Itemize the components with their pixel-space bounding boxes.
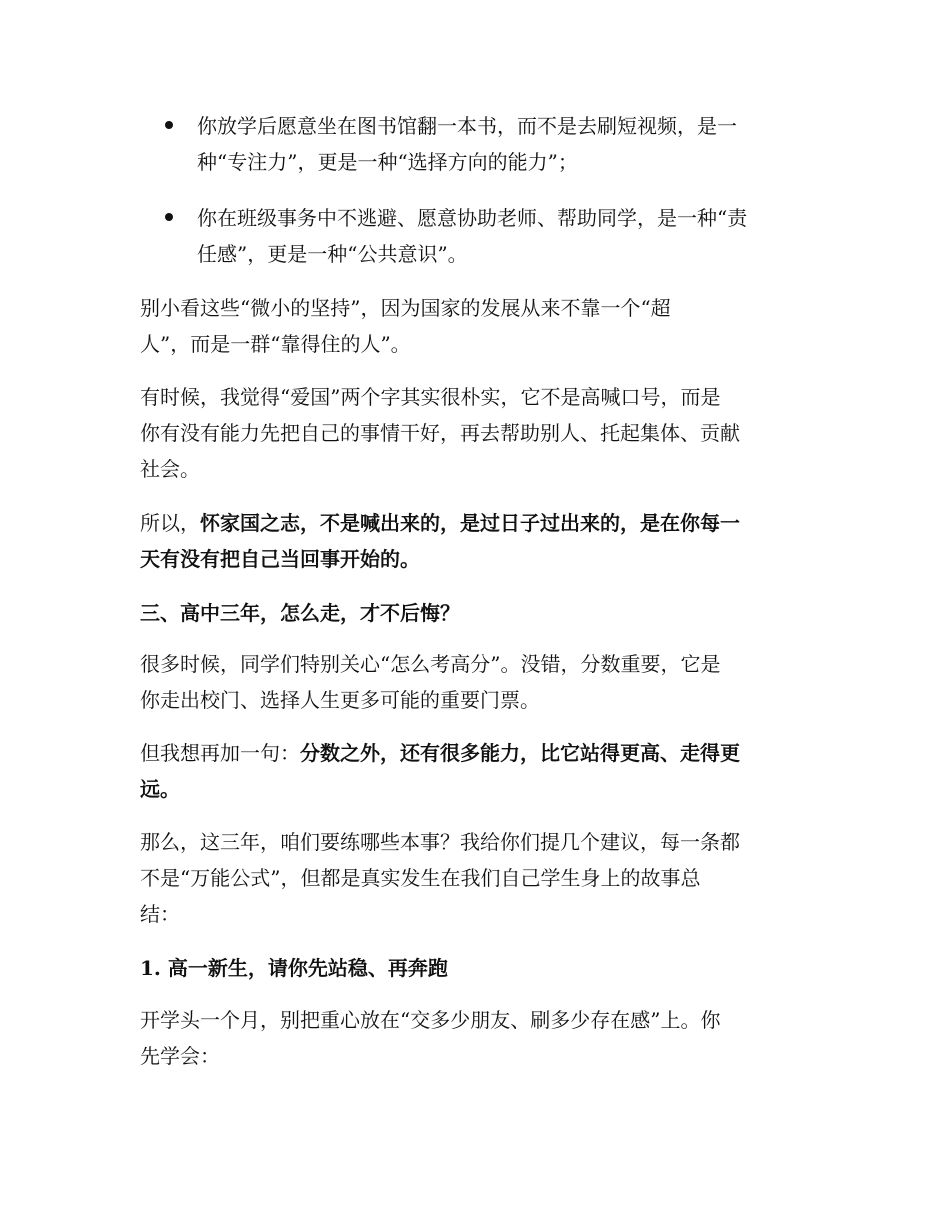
paragraph bbox=[140, 1002, 805, 1074]
subsection-heading bbox=[140, 950, 805, 986]
paragraph bbox=[140, 379, 805, 487]
text-prefix: 但我想再加一句： bbox=[140, 741, 300, 765]
bold-text: 远。 bbox=[140, 777, 180, 801]
text-line bbox=[140, 735, 805, 771]
bold-text: 分数之外，还有很多能力，比它站得更高、走得更 bbox=[300, 741, 740, 765]
paragraph bbox=[140, 290, 805, 362]
bullet-dot-icon bbox=[165, 213, 173, 221]
text-line: 你在班级事务中不逃避、愿意协助老师、帮助同学，是一种“责 bbox=[197, 206, 748, 230]
text-line: 很多时候，同学们特别关心“怎么考高分”。没错，分数重要，它是 bbox=[140, 652, 721, 676]
text-line: 别小看这些“微小的坚持”，因为国家的发展从来不靠一个“超 bbox=[140, 296, 671, 320]
text-line: 那么，这三年，咱们要练哪些本事？我给你们提几个建议，每一条都 bbox=[140, 830, 740, 854]
bold-text: 怀家国之志，不是喊出来的，是过日子过出来的，是在你每一 bbox=[200, 511, 740, 535]
heading-text: 三、高中三年，怎么走，才不后悔？ bbox=[140, 601, 460, 625]
text-line: 不是“万能公式”，但都是真实发生在我们自己学生身上的故事总 bbox=[140, 866, 701, 890]
text-line: 你有没有能力先把自己的事情干好，再去帮助别人、托起集体、贡献 bbox=[140, 421, 740, 445]
text-line: 你放学后愿意坐在图书馆翻一本书，而不是去刷短视频，是一 bbox=[197, 114, 737, 138]
bullet-text bbox=[197, 200, 805, 272]
text-line bbox=[140, 505, 805, 541]
bullet-dot-icon bbox=[165, 121, 173, 129]
text-line: 社会。 bbox=[140, 457, 200, 481]
paragraph bbox=[140, 646, 805, 718]
heading-text: 1. 高一新生，请你先站稳、再奔跑 bbox=[140, 956, 448, 980]
paragraph-emphasis bbox=[140, 735, 805, 807]
text-line: 有时候，我觉得“爱国”两个字其实很朴实，它不是高喊口号，而是 bbox=[140, 385, 721, 409]
section-heading bbox=[140, 595, 805, 631]
bold-text: 天有没有把自己当回事开始的。 bbox=[140, 547, 420, 571]
text-line: 任感”，更是一种“公共意识”。 bbox=[197, 242, 468, 266]
text-line: 你走出校门、选择人生更多可能的重要门票。 bbox=[140, 688, 540, 712]
paragraph bbox=[140, 824, 805, 932]
text-line: 先学会： bbox=[140, 1044, 220, 1068]
bullet-text bbox=[197, 108, 805, 180]
text-line: 种“专注力”，更是一种“选择方向的能力”； bbox=[197, 150, 578, 174]
text-prefix: 所以， bbox=[140, 511, 200, 535]
text-line: 结： bbox=[140, 902, 180, 926]
text-line: 人”，而是一群“靠得住的人”。 bbox=[140, 332, 411, 356]
paragraph-emphasis bbox=[140, 505, 805, 577]
text-line: 开学头一个月，别把重心放在“交多少朋友、刷多少存在感”上。你 bbox=[140, 1008, 721, 1032]
